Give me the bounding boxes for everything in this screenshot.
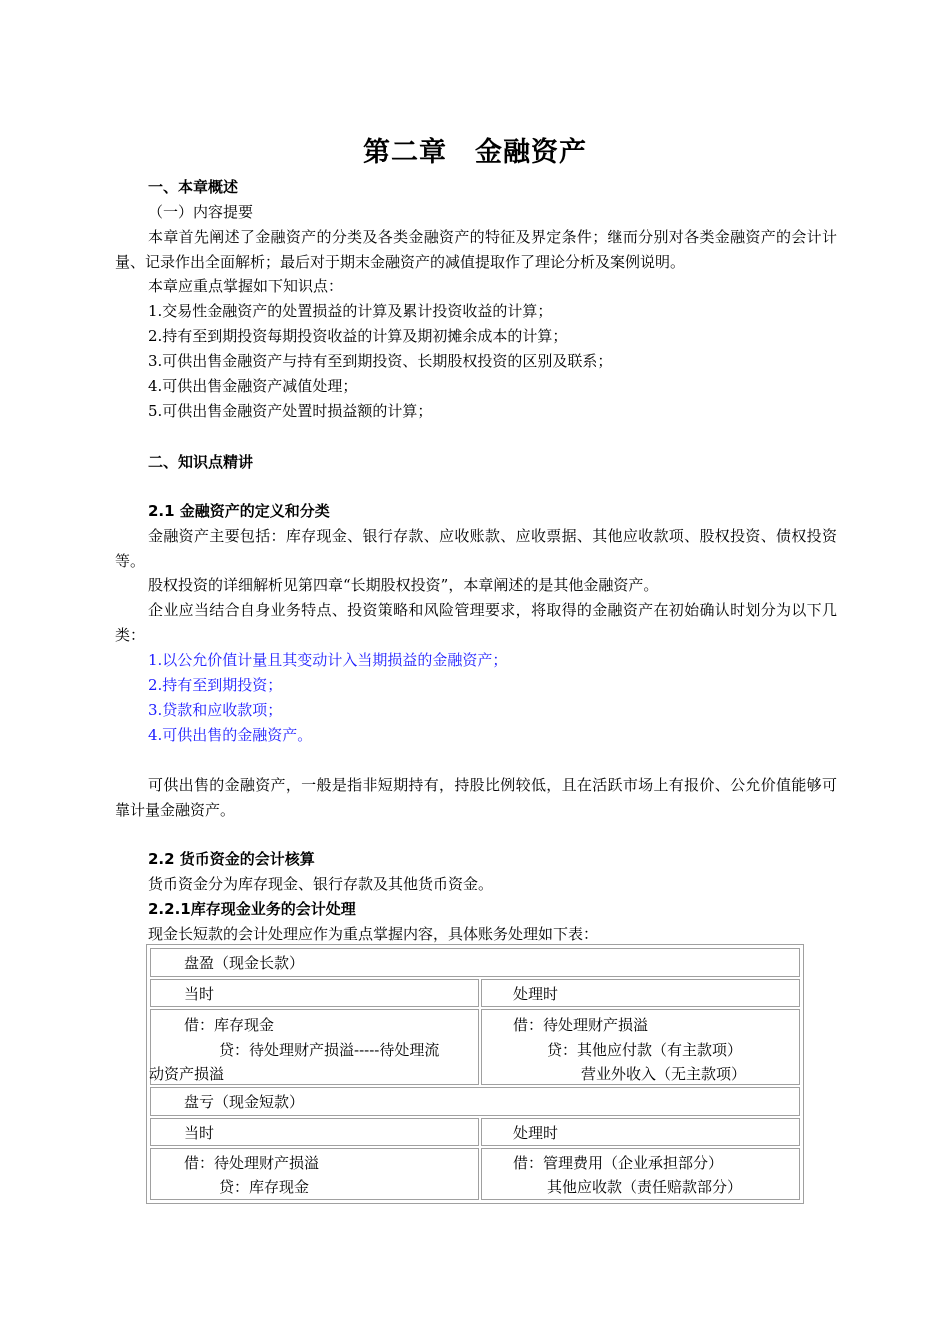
table-header-text: 盘亏（现金短款） xyxy=(184,1093,305,1111)
point-item: 5.可供出售金融资产处置时损益额的计算； xyxy=(148,402,433,420)
entry-line: 借：待处理财产损溢 xyxy=(513,1016,649,1034)
section1-subheading: （一）内容提要 xyxy=(148,203,254,221)
category-item: 1.以公允价值计量且其变动计入当期损益的金融资产； xyxy=(148,651,508,669)
section1-intro: 本章首先阐述了金融资产的分类及各类金融资产的特征及界定条件；继而分别对各类金融资产的会计计量、记录作出全面解析；最后对于期末金融资产的减值提取作了理论分析及案例说明。 xyxy=(115,228,837,271)
section22-heading: 2.2 货币资金的会计核算 xyxy=(148,850,315,868)
table-col-label: 处理时 xyxy=(513,985,559,1003)
table-cell-surplus-when xyxy=(150,1009,479,1085)
section221-heading: 2.2.1库存现金业务的会计处理 xyxy=(148,900,356,918)
focus-lead: 本章应重点掌握如下知识点： xyxy=(148,277,344,295)
table-header-shortage xyxy=(150,1087,800,1116)
category-item: 2.持有至到期投资； xyxy=(148,676,283,694)
section21-para2: 股权投资的详细解析见第四章“长期股权投资”，本章阐述的是其他金融资产。 xyxy=(148,576,659,594)
section22-para1: 货币资金分为库存现金、银行存款及其他货币资金。 xyxy=(148,875,494,893)
section21-heading: 2.1 金融资产的定义和分类 xyxy=(148,502,330,520)
table-col-when xyxy=(150,979,479,1007)
table-col-process xyxy=(481,1118,800,1146)
entry-line: 借：库存现金 xyxy=(184,1016,275,1034)
table-header-text: 盘盈（现金长款） xyxy=(184,954,305,972)
table-cell-shortage-process xyxy=(481,1148,800,1200)
section21-para1: 金融资产主要包括：库存现金、银行存款、应收账款、应收票据、其他应收款项、股权投资、债权投资等。 xyxy=(115,527,837,570)
entry-line: 借：管理费用（企业承担部分） xyxy=(513,1154,724,1172)
section21-para4: 可供出售的金融资产，一般是指非短期持有，持股比例较低，且在活跃市场上有报价、公允价值能够可靠计量金融资产。 xyxy=(115,776,837,819)
point-item: 1.交易性金融资产的处置损益的计算及累计投资收益的计算； xyxy=(148,302,553,320)
cash-discrepancy-table xyxy=(146,944,804,1204)
table-col-label: 处理时 xyxy=(513,1124,559,1142)
category-item: 4.可供出售的金融资产。 xyxy=(148,726,313,744)
chapter-title: 第二章 金融资产 xyxy=(363,137,587,168)
section22-para2: 现金长短款的会计处理应作为重点掌握内容，具体账务处理如下表： xyxy=(148,925,599,943)
entry-line: 贷：待处理财产损溢-----待处理流 xyxy=(219,1041,440,1059)
table-col-label: 当时 xyxy=(184,985,215,1003)
entry-line: 贷：库存现金 xyxy=(219,1178,310,1196)
table-col-label: 当时 xyxy=(184,1124,215,1142)
section21-para3: 企业应当结合自身业务特点、投资策略和风险管理要求，将取得的金融资产在初始确认时划分为以下几类： xyxy=(115,601,837,644)
table-cell-surplus-process xyxy=(481,1009,800,1085)
entry-line: 贷：其他应付款（有主款项） xyxy=(547,1041,743,1059)
point-item: 2.持有至到期投资每期投资收益的计算及期初摊余成本的计算； xyxy=(148,327,568,345)
entry-line: 动资产损溢 xyxy=(149,1065,225,1083)
point-item: 4.可供出售金融资产减值处理； xyxy=(148,377,358,395)
entry-line: 借：待处理财产损溢 xyxy=(184,1154,320,1172)
table-col-when xyxy=(150,1118,479,1146)
point-item: 3.可供出售金融资产与持有至到期投资、长期股权投资的区别及联系； xyxy=(148,352,613,370)
table-header-surplus xyxy=(150,948,800,977)
category-item: 3.贷款和应收款项； xyxy=(148,701,283,719)
table-cell-shortage-when xyxy=(150,1148,479,1200)
section1-heading: 一、本章概述 xyxy=(148,178,239,196)
table-col-process xyxy=(481,979,800,1007)
entry-line: 其他应收款（责任赔款部分） xyxy=(547,1178,743,1196)
entry-line: 营业外收入（无主款项） xyxy=(581,1065,747,1083)
section2-heading: 二、知识点精讲 xyxy=(148,453,254,471)
